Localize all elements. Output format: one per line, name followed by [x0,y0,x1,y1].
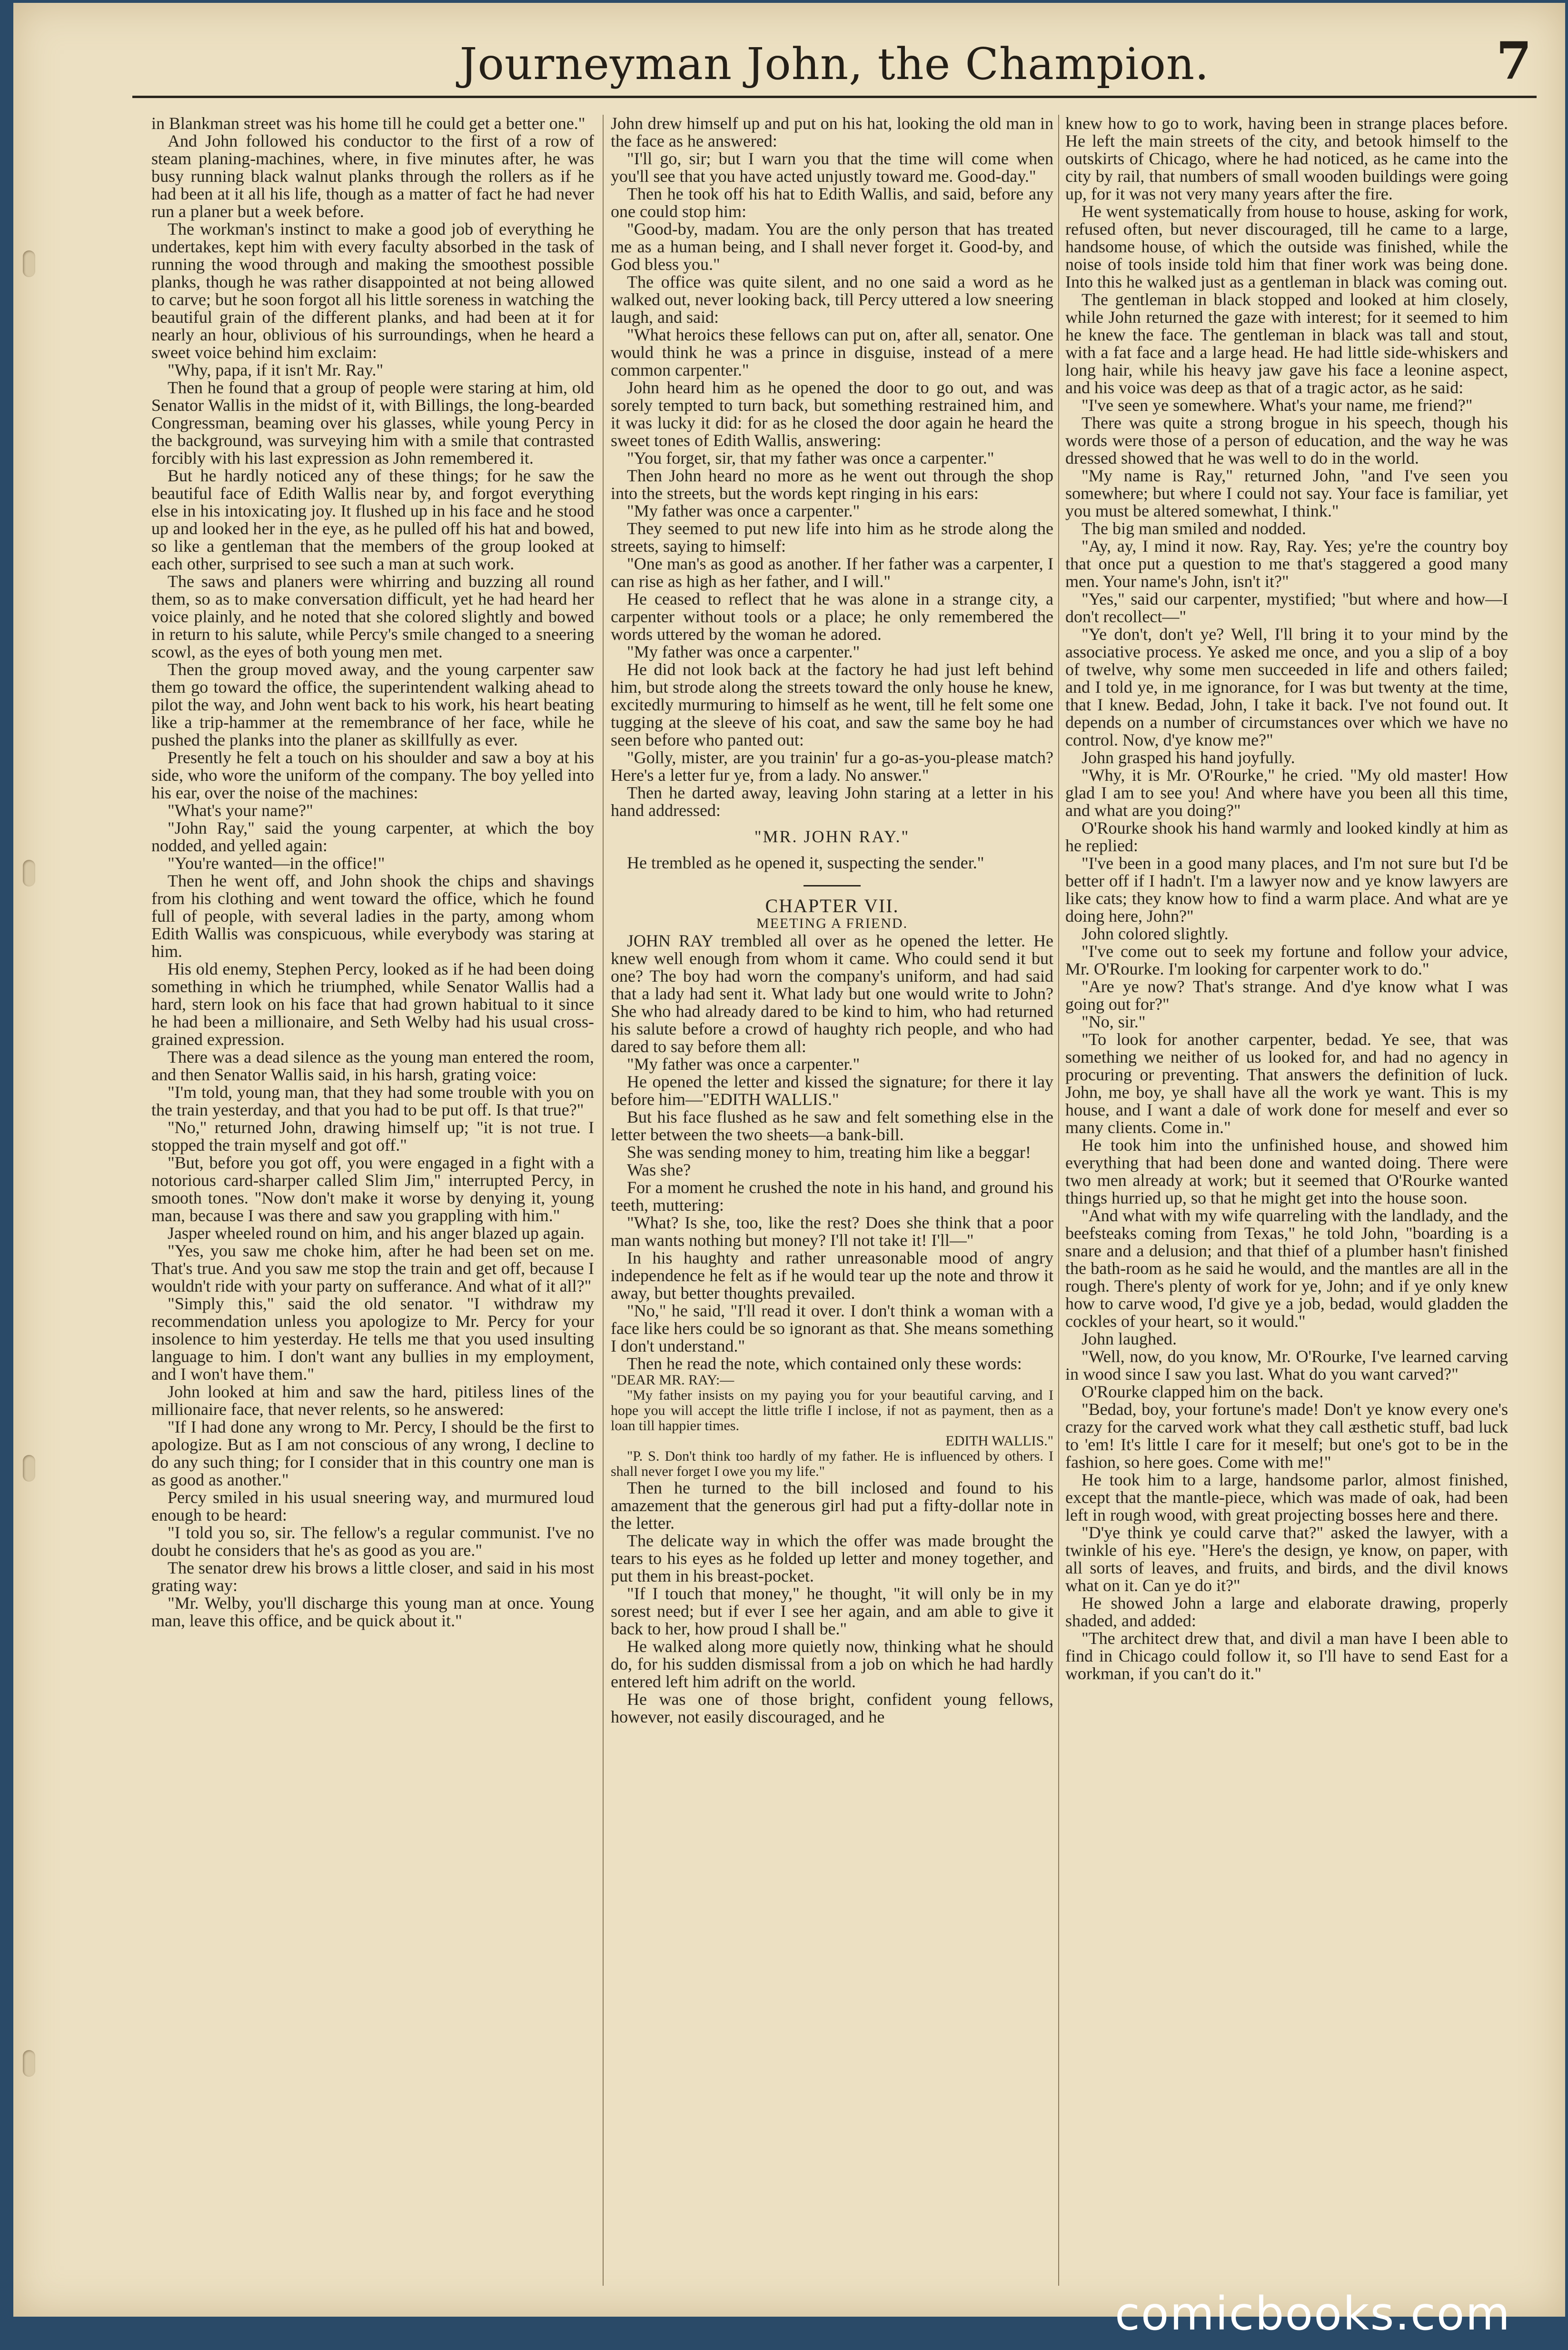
paragraph: But his face flushed as he saw and felt something else in the letter between the two sheets—a bank-bill. [611,1107,1053,1144]
paragraph: "I'm told, young man, that they had some trouble with you on the train yesterday, and that you had to be put off. Is that true?" [151,1083,594,1119]
paragraph: Then he read the note, which contained only these words: [627,1354,1022,1373]
paragraph: knew how to go to work, having been in strange places before. He left the main streets of the city, and betook himself to the outskirts of Chicago, where he had noticed, as he came into the city by rail, that numbers of small wooden buildings were going up, for it was not very many years after the fire. [1065,115,1508,203]
paragraph: "Ay, ay, I mind it now. Ray, Ray. Yes; ye're the country boy that once put a question to me that's staggered a good many men. Your name's John, isn't it?" [1065,537,1508,591]
paragraph: "Mr. Welby, you'll discharge this young man at once. Young man, leave this office, and be quick about it." [151,1593,594,1630]
chapter-subheading: MEETING A FRIEND. [756,916,908,931]
paragraph: But he hardly noticed any of these things; for he saw the beautiful face of Edith Wallis near by, and forgot everything else in his intoxicating joy. It flushed up in his face and he stood up and looked her in the eye, as he pulled off his hat and bowed, so like a gentleman that the members of the group looked at each other, surprised to see such a man at such work. [151,466,594,573]
paragraph: Then he found that a group of people were staring at him, old Senator Wallis in the midst of it, with Billings, the long-bearded Congressman, beaming over his glasses, while young Percy in the background, was surveying him with a smile that contrasted forcibly with his last expression as John remembered it. [151,378,594,468]
paragraph: "I've been in a good many places, and I'm not sure but I'd be better off if I hadn't. I'm a lawyer now and ye know lawyers are like cats; they know how to find a warm place. And what are ye doing here, John?" [1065,854,1508,926]
paragraph: "And what with my wife quarreling with the landlady, and the beefsteaks coming from Texas," he told John, "boarding is a snare and a delusion; and that thief of a plumber hasn't finished the bath-room as he said he would, and the mantles are all in the rough. There's plenty of work for ye, John; and if ye only knew how to carve wood, I'd give ye a job, bedad, would gladden the cockles of your heart, so it would." [1065,1206,1508,1331]
paragraph: "D'ye think ye could carve that?" asked the lawyer, with a twinkle of his eye. "Here's the design, ye know, on paper, with all sorts of leaves, and fruits, and birds, and the divil knows what on it. Can ye do it?" [1065,1523,1508,1595]
letter-postscript: "P. S. Don't think too hardly of my father. He is influenced by others. I shall never forget I owe you my life." [611,1448,1053,1479]
paragraph: In his haughty and rather unreasonable mood of angry independence he felt as if he would tear up the note and throw it away, but better thoughts prevailed. [611,1248,1053,1303]
text-column-3 [1065,115,1508,2286]
paragraph: He showed John a large and elaborate drawing, properly shaded, and added: [1065,1593,1508,1630]
paragraph: "Bedad, boy, your fortune's made! Don't ye know every one's crazy for the carved work what they call æsthetic stuff, bad luck to 'em! It's little I care for it meself; but one's got to be in the fashion, so here goes. Come with me!" [1065,1400,1508,1472]
paragraph: The delicate way in which the offer was made brought the tears to his eyes as he folded up letter and money together, and put them in his breast-pocket. [611,1531,1053,1585]
paragraph: She was sending money to him, treating him like a beggar! [627,1143,1031,1162]
page-number: 7 [1496,31,1532,91]
paragraph: "Why, it is Mr. O'Rourke," he cried. "My old master! How glad I am to see you! And where have you been all this time, and what are you doing?" [1065,766,1508,820]
paragraph: "My father was once a carpenter." [627,642,860,661]
paragraph: Presently he felt a touch on his shoulder and saw a boy at his side, who wore the uniform of the company. The boy yelled into his ear, over the noise of the machines: [151,748,594,802]
paragraph: "You're wanted—in the office!" [168,854,385,873]
paragraph: Was she? [627,1160,691,1179]
watermark: comicbooks.com [1114,2287,1511,2340]
paragraph: John heard him as he opened the door to go out, and was sorely tempted to turn back, but something restrained him, and it was lucky it did: for as he closed the door again he heard the sweet tones of Edith Wallis, answering: [611,378,1053,450]
paragraph: "I'll go, sir; but I warn you that the time will come when you'll see that you have acted unjustly toward me. Good-day." [611,149,1053,186]
chapter-divider [804,885,861,886]
paragraph: Then he darted away, leaving John staring at a letter in his hand addressed: [611,783,1053,820]
paragraph: "Ye don't, don't ye? Well, I'll bring it to your mind by the associative process. Ye asked me once, and you a slip of a boy of twelve, why some men succeeded in life and others failed; and I told ye, in me ignorance, for I was but twenty at the time, that I knew. Bedad, John, I take it back. I've not found out. It depends on a number of circumstances over which we have no control. Now, d'ye know me?" [1065,625,1508,749]
paragraph: Jasper wheeled round on him, and his anger blazed up again. [168,1224,585,1243]
paragraph: He took him to a large, handsome parlor, almost finished, except that the mantle-piece, which was made of oak, had been left in rough wood, with great projecting bosses here and there. [1065,1470,1508,1524]
paragraph: They seemed to put new life into him as he strode along the streets, saying to himself: [611,519,1053,556]
paragraph: "What? Is she, too, like the rest? Does she think that a poor man wants nothing but money? I'll not take it! I'll—" [611,1213,1053,1250]
paragraph: O'Rourke clapped him on the back. [1082,1382,1324,1401]
paragraph: "If I touch that money," he thought, "it will only be in my sorest need; but if ever I see her again, and am able to give it back to her, how proud I shall be." [611,1584,1053,1638]
paragraph: "Are ye now? That's strange. And d'ye know what I was going out for?" [1065,977,1508,1014]
paragraph: "You forget, sir, that my father was once a carpenter." [627,448,994,468]
paragraph: "Simply this," said the old senator. "I withdraw my recommendation unless you apologize to Mr. Percy for your insolence to him yesterday. He tells me that you used insulting language to him. I don't want any bullies in my employment, and I won't have them." [151,1294,594,1384]
column2-part-b [611,854,1053,872]
chapter-heading: CHAPTER VII. [765,895,899,916]
paragraph: "John Ray," said the young carpenter, at which the boy nodded, and yelled again: [151,818,594,855]
letter-address: "MR. JOHN RAY." [754,827,910,846]
paragraph: John laughed. [1082,1329,1177,1348]
paragraph: John drew himself up and put on his hat, looking the old man in the face as he answered: [611,115,1053,150]
paragraph: "Yes," said our carpenter, mystified; "but where and how—I don't recollect—" [1065,589,1508,626]
running-title: Journeyman John, the Champion. [459,39,1210,90]
paragraph: Percy smiled in his usual sneering way, and murmured loud enough to be heard: [151,1488,594,1524]
paragraph: "No," returned John, drawing himself up; "it is not true. I stopped the train myself and got off." [151,1118,594,1155]
paragraph: John looked at him and saw the hard, pitiless lines of the millionaire face, that never relents, so he answered: [151,1382,594,1419]
column2-part-a [611,115,1053,819]
paragraph: There was quite a strong brogue in his speech, though his words were those of a person of education, and the way he was dressed showed that he was well to do in the world. [1065,413,1508,468]
paragraph: "What heroics these fellows can put on, after all, senator. One would think he was a prince in disguise, instead of a mere common carpenter." [611,325,1053,379]
paragraph: He opened the letter and kissed the signature; for there it lay before him—"EDITH WALLIS." [611,1072,1053,1109]
paragraph: "Why, papa, if it isn't Mr. Ray." [168,360,384,379]
paragraph: "What's your name?" [168,801,313,820]
paragraph: "I've come out to seek my fortune and follow your advice, Mr. O'Rourke. I'm looking for carpenter work to do." [1065,942,1508,978]
binding-hole [23,860,35,886]
paragraph: "No," he said, "I'll read it over. I don't think a woman with a face like hers could be so ignorant as that. She means something I don't understand." [611,1301,1053,1355]
paragraph: "No, sir." [1082,1012,1146,1031]
column-divider [603,115,604,2286]
paragraph: "I've seen ye somewhere. What's your name, me friend?" [1082,396,1473,415]
paragraph: "Well, now, do you know, Mr. O'Rourke, I've learned carving in wood since I saw you last. What do you want carved?" [1065,1347,1508,1384]
column2-part-c [611,932,1053,1373]
paragraph: "The architect drew that, and divil a man have I been able to find in Chicago could follow it, so I'll have to send East for a workman, if you can't do it." [1065,1629,1508,1683]
page-header [132,29,1537,98]
paragraph: The workman's instinct to make a good job of everything he undertakes, kept him with every faculty absorbed in the task of running the wood through and making the smoothest possible planks, though he was rather disappointed at not being allowed to carve; but he soon forgot all his little soreness in watching the beautiful grain of the different planks, and had been at it for nearly an hour, oblivious of his surroundings, when he heard a sweet voice behind him exclaim: [151,219,594,362]
paragraph: He was one of those bright, confident young fellows, however, not easily discouraged, and he [611,1690,1053,1726]
paragraph: For a moment he crushed the note in his hand, and ground his teeth, muttering: [611,1178,1053,1215]
paragraph: in Blankman street was his home till he could get a better one." [151,115,586,133]
paragraph: There was a dead silence as the young man entered the room, and then Senator Wallis said, in his harsh, grating voice: [151,1047,594,1084]
paragraph: "To look for another carpenter, bedad. Ye see, that was something we neither of us looked for, and had no agency in procuring or preventing. That answers the definition of luck. John, me boy, ye shall have all the work ye want. This is my house, and I want a dale of work done for meself and ever so many clients. Come in." [1065,1030,1508,1137]
paragraph: He ceased to reflect that he was alone in a strange city, a carpenter without tools or a place; he only remembered the words uttered by the woman he adored. [611,589,1053,644]
paragraph: The big man smiled and nodded. [1082,519,1306,538]
binding-hole [23,250,35,277]
letter-signature: EDITH WALLIS." [945,1433,1053,1449]
paragraph: The office was quite silent, and no one said a word as he walked out, never looking back, till Percy uttered a low sneering laugh, and said: [611,272,1053,327]
paragraph: He trembled as he opened it, suspecting the sender." [627,853,984,872]
paragraph: "My name is Ray," returned John, "and I've seen you somewhere; but where I could not say. Your face is familiar, yet you must be altered somewhat, I think." [1065,466,1508,520]
paragraph: "Yes, you saw me choke him, after he had been set on me. That's true. And you saw me stop the train and get off, because I wouldn't ride with your party on sufferance. And what of it all?" [151,1241,594,1295]
paragraph: Then the group moved away, and the young carpenter saw them go toward the office, the superintendent walking ahead to pilot the way, and John went back to his work, his heart beating like a trip-hammer at the remembrance of her face, while he pushed the planks into the planer as skillfully as ever. [151,660,594,749]
paragraph: "I told you so, sir. The fellow's a regular communist. I've no doubt he considers that he's as good as you are." [151,1523,594,1560]
letter-body: "My father insists on my paying you for your beautiful carving, and I hope you will accept the little trifle I inclose, if not as payment, then as a loan till happier times. [611,1387,1053,1434]
paragraph: "My father was once a carpenter." [627,1055,860,1074]
text-column-1 [151,115,594,2286]
paragraph: "If I had done any wrong to Mr. Percy, I should be the first to apologize. But as I am not conscious of any wrong, I decline to do any such thing; for I consider that in this country one man is as good as another." [151,1417,594,1489]
binding-hole [23,1455,35,1482]
paragraph: Then he went off, and John shook the chips and shavings from his clothing and went toward the office, which he found full of people, with several ladies in the party, among whom Edith Wallis was conspicuous, while everybody was staring at him. [151,871,594,961]
binding-hole [23,2050,35,2077]
paragraph: John grasped his hand joyfully. [1082,748,1295,767]
paragraph: His old enemy, Stephen Percy, looked as if he had been doing something in which he triumphed, while Senator Wallis had a hard, stern look on his face that had grown habitual to it since he had been a millionaire, and Seth Welby had his usual cross-grained expression. [151,959,594,1049]
paragraph: He took him into the unfinished house, and showed him everything that had been done and wanted doing. There were two men already at work; but it seemed that O'Rourke wanted things hurried up, so that he might get into the house soon. [1065,1135,1508,1207]
text-column-2 [611,115,1053,2286]
paragraph: "One man's as good as another. If her father was a carpenter, I can rise as high as her father, and I will." [611,554,1053,591]
paragraph: "But, before you got off, you were engaged in a fight with a notorious card-sharper called Slim Jim," interrupted Percy, in smooth tones. "Now don't make it worse by denying it, young man, because I was there and saw you grappling with him." [151,1153,594,1225]
paragraph: The saws and planers were whirring and buzzing all round them, so as to make conversation difficult, yet he had heard her voice plainly, and he noted that she colored slightly and bowed in return to his salute, while Percy's smile changed to a sneering scowl, as the eyes of both young men met. [151,572,594,661]
paragraph: O'Rourke shook his hand warmly and looked kindly at him as he replied: [1065,818,1508,855]
paragraph: And John followed his conductor to the first of a row of steam planing-machines, where, in five minutes after, he was busy running black walnut planks through the rollers as if he had been at it all his life, though as a matter of fact he had never run a planer but a week before. [151,131,594,221]
paragraph: Then John heard no more as he went out through the shop into the streets, but the words kept ringing in his ears: [611,466,1053,503]
magazine-page [13,3,1565,2317]
paragraph: He did not look back at the factory he had just left behind him, but strode along the streets toward the only house he knew, excitedly murmuring to himself as he went, till he felt some one tugging at the sleeve of his coat, and saw the same boy he had seen before who panted out: [611,660,1053,749]
paragraph: He went systematically from house to house, asking for work, refused often, but never discouraged, till he came to a large, handsome house, of which the outside was finished, while the noise of tools inside told him that finer work was being done. Into this he walked just as a gentleman in black was coming out. [1065,202,1508,291]
paragraph: The gentleman in black stopped and looked at him closely, while John returned the gaze with interest; for it seemed to him he knew the face. The gentleman in black was tall and stout, with a fat face and a large head. He had little side-whiskers and long hair, while his heavy jaw gave his face a leonine aspect, and his voice was deep as that of a tragic actor, as he said: [1065,290,1508,397]
paragraph: "Golly, mister, are you trainin' fur a go-as-you-please match? Here's a letter fur ye, from a lady. No answer." [611,748,1053,785]
paragraph: "Good-by, madam. You are the only person that has treated me as a human being, and I shall never forget it. Good-by, and God bless you." [611,219,1053,274]
paragraph: He walked along more quietly now, thinking what he should do, for his sudden dismissal from a job on which he had hardly entered left him adrift on the world. [611,1637,1053,1691]
letter-text [611,1373,1053,1479]
paragraph: "My father was once a carpenter." [627,501,860,520]
paragraph: JOHN RAY trembled all over as he opened the letter. He knew well enough from whom it came. Who could send it but one? The boy had worn the company's uniform, and had said that a lady had sent it. What lady but one would write to John? She who had already dared to be kind to him, who had returned his salute before a crowd of haughty rich people, and who had dared to say before them all: [611,931,1053,1056]
column-divider [1058,115,1059,2286]
column2-part-d [611,1479,1053,1726]
paragraph: John colored slightly. [1082,924,1229,943]
paragraph: The senator drew his brows a little closer, and said in his most grating way: [151,1558,594,1595]
paragraph: Then he turned to the bill inclosed and found to his amazement that the generous girl had put a fifty-dollar note in the letter. [611,1478,1053,1533]
letter-salutation: "DEAR MR. RAY:— [611,1372,734,1388]
paragraph: Then he took off his hat to Edith Wallis, and said, before any one could stop him: [611,184,1053,221]
